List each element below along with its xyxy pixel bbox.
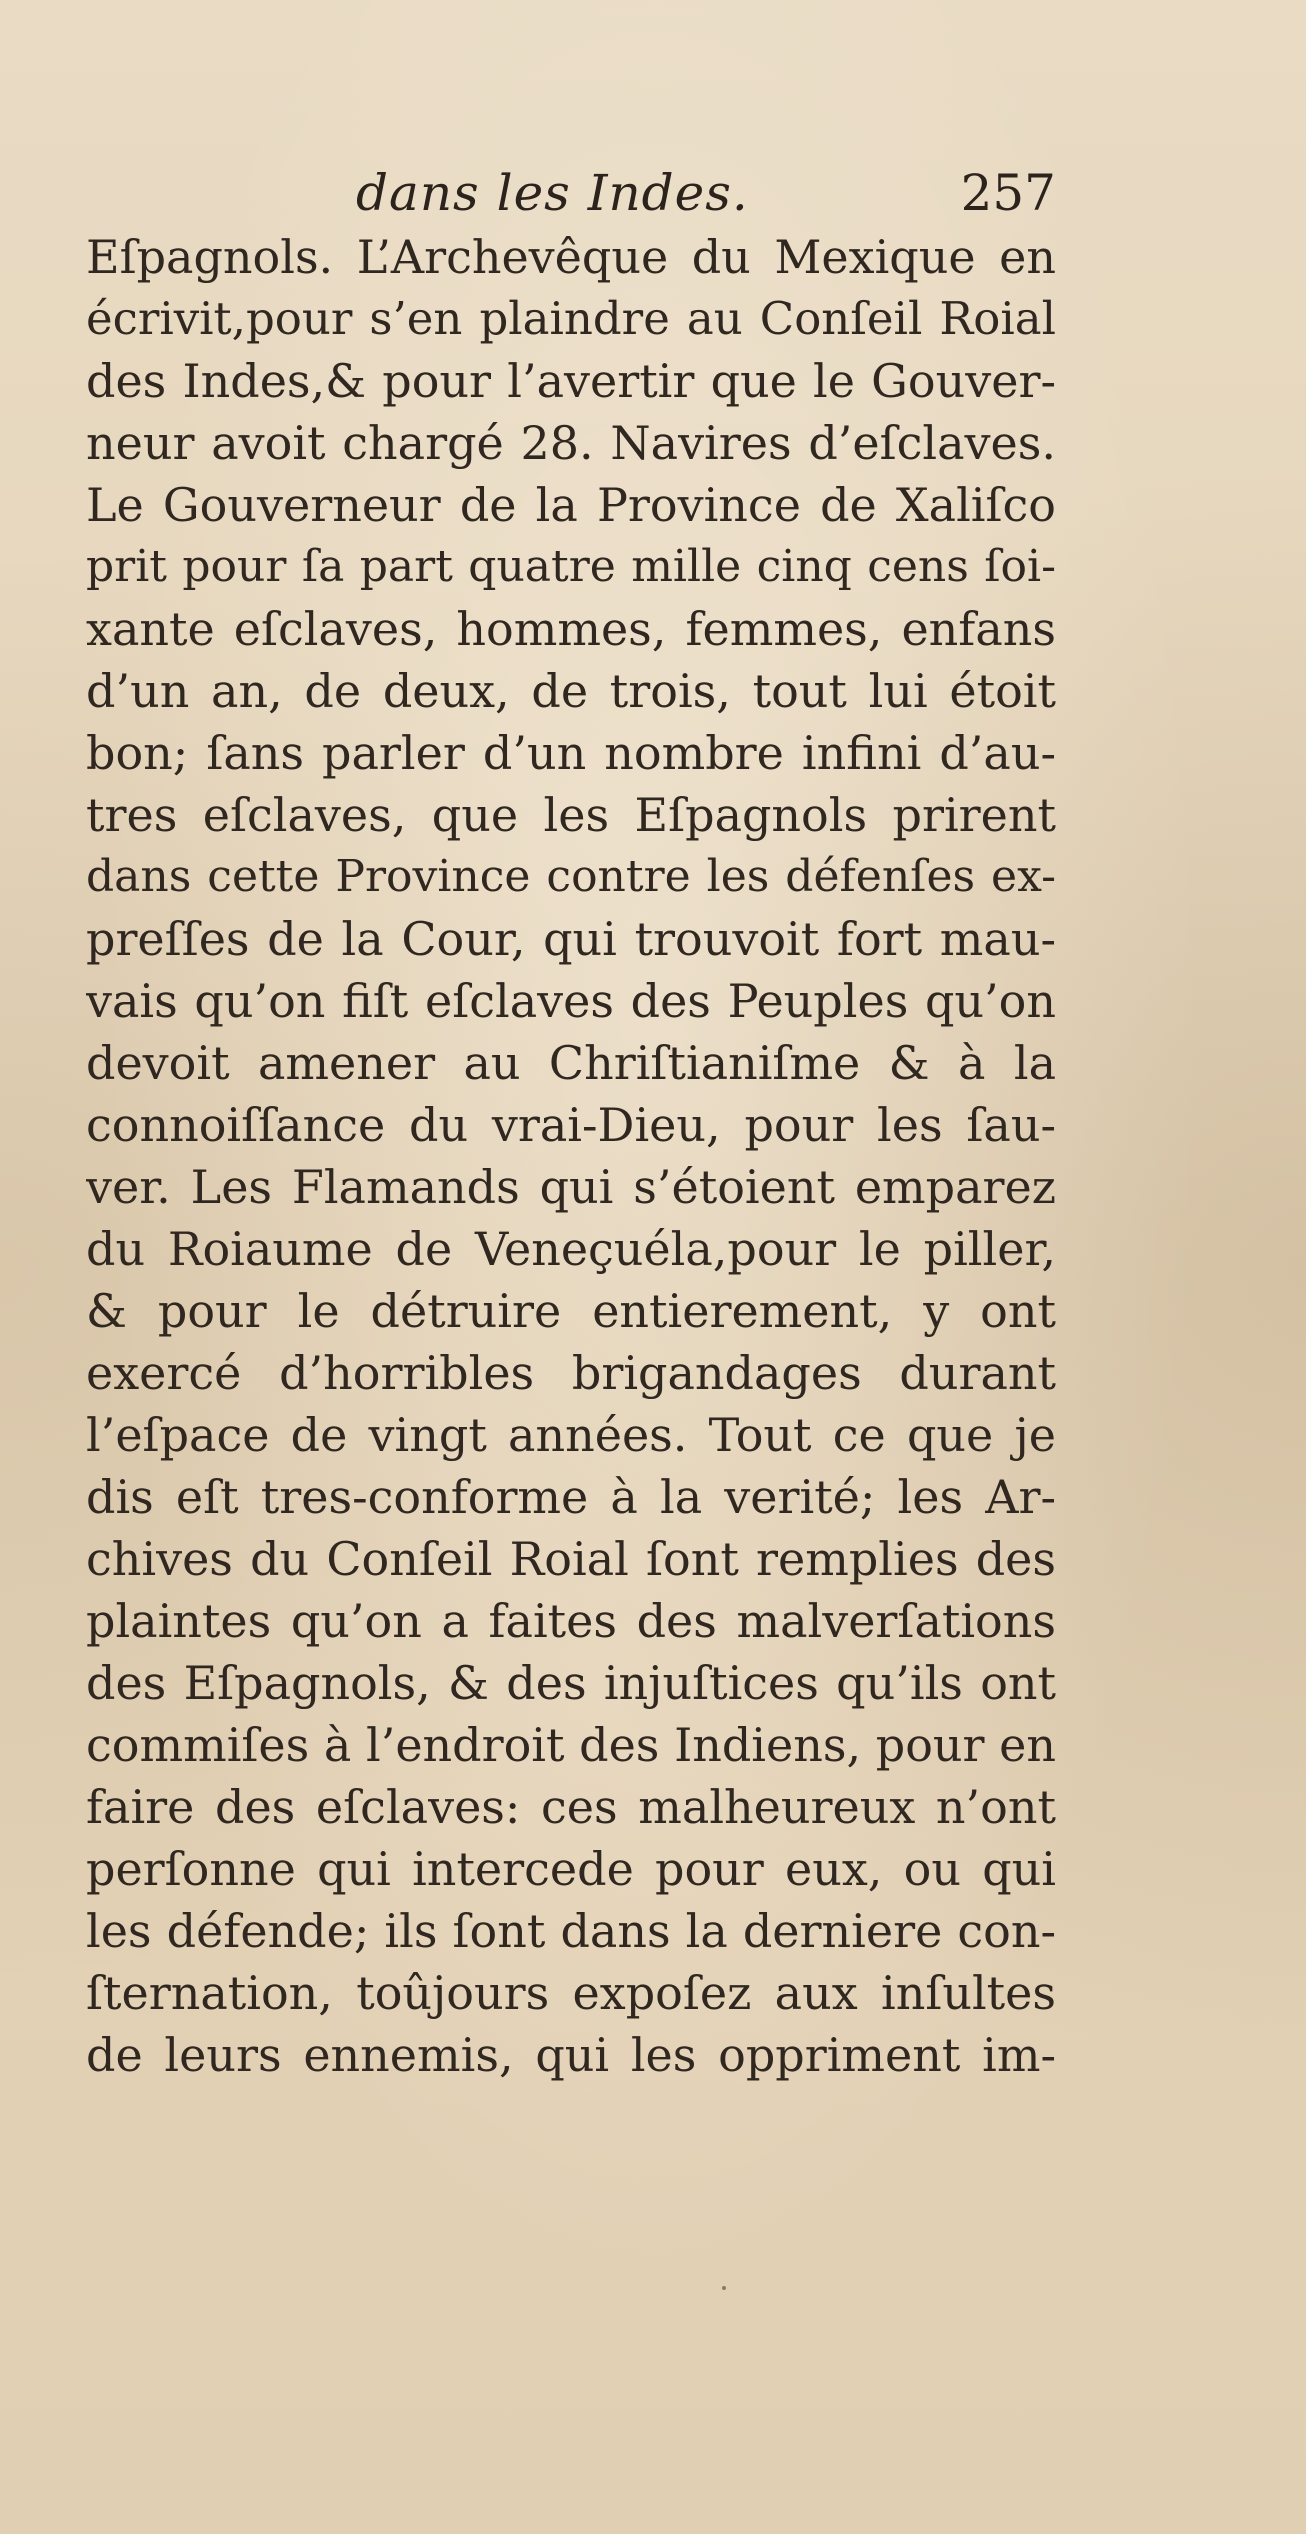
- running-title: dans les Indes.: [356, 164, 749, 222]
- page-number: 257: [960, 164, 1056, 222]
- text-line: tres eſclaves, que les Eſpagnols prirent: [86, 788, 1056, 842]
- text-line: l’eſpace de vingt années. Tout ce que je: [86, 1408, 1056, 1462]
- text-line: Eſpagnols. L’Archevêque du Mexique en: [86, 230, 1056, 284]
- text-line: exercé d’horribles brigandages durant: [86, 1346, 1056, 1400]
- text-line: plaintes qu’on a faites des malverſations: [86, 1594, 1056, 1648]
- text-line: ver. Les Flamands qui s’étoient emparez: [86, 1160, 1056, 1214]
- text-line: ſternation, toûjours expoſez aux inſultes: [86, 1966, 1056, 2020]
- text-line: dans cette Province contre les défenſes ex-: [86, 851, 1056, 902]
- text-line: neur avoit chargé 28. Navires d’eſclaves.: [86, 416, 1056, 470]
- text-line: les défende; ils ſont dans la derniere con-: [86, 1904, 1056, 1958]
- text-line: des Indes,& pour l’avertir que le Gouver-: [86, 354, 1056, 408]
- running-head: [356, 162, 1056, 224]
- text-line: commiſes à l’endroit des Indiens, pour en: [86, 1718, 1056, 1772]
- text-line: connoiſſance du vrai-Dieu, pour les ſau-: [86, 1098, 1056, 1152]
- text-line: faire des eſclaves: ces malheureux n’ont: [86, 1780, 1056, 1834]
- text-line: écrivit,pour s’en plaindre au Conſeil Roial: [86, 292, 1056, 345]
- text-line: dis eſt tres-conforme à la verité; les Ar-: [86, 1470, 1056, 1524]
- text-line: bon; ſans parler d’un nombre infini d’au-: [86, 726, 1056, 780]
- text-line: prit pour ſa part quatre mille cinq cens ſoi-: [86, 541, 1056, 592]
- text-line: perſonne qui intercede pour eux, ou qui: [86, 1842, 1056, 1896]
- text-line: chives du Conſeil Roial ſont remplies des: [86, 1532, 1056, 1586]
- text-line: d’un an, de deux, de trois, tout lui étoit: [86, 664, 1056, 718]
- text-line: xante eſclaves, hommes, femmes, enfans: [86, 602, 1056, 656]
- text-line: des Eſpagnols, & des injuſtices qu’ils ont: [86, 1656, 1056, 1710]
- text-line: & pour le détruire entierement, y ont: [86, 1284, 1056, 1338]
- body-text: [86, 226, 1056, 2086]
- text-line: preſſes de la Cour, qui trouvoit fort mau-: [86, 912, 1056, 966]
- text-line: du Roiaume de Veneçuéla,pour le piller,: [86, 1222, 1056, 1276]
- text-line: Le Gouverneur de la Province de Xaliſco: [86, 478, 1056, 532]
- text-line: devoit amener au Chriſtianiſme & à la: [86, 1036, 1056, 1090]
- paper-speck: [722, 2286, 726, 2290]
- text-line: de leurs ennemis, qui les oppriment im-: [86, 2028, 1056, 2082]
- text-line: vais qu’on fiſt eſclaves des Peuples qu’on: [86, 974, 1056, 1028]
